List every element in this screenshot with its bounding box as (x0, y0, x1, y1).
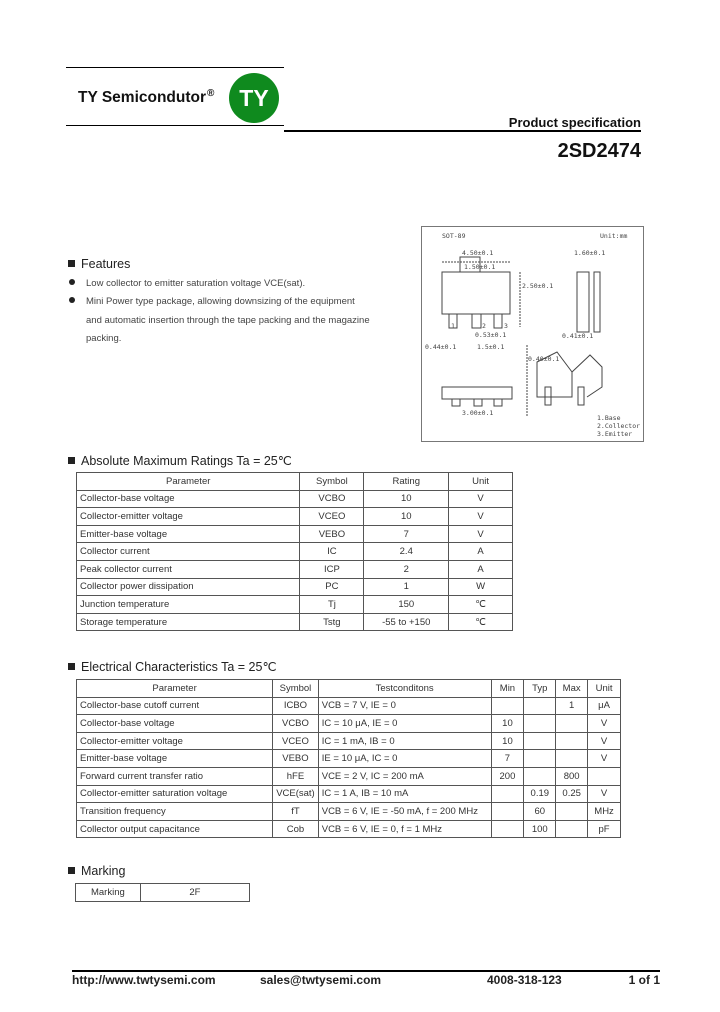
symbol-cell: Tstg (300, 613, 364, 631)
dim-label: 0.44±0.1 (425, 343, 457, 351)
unit-cell: A (449, 560, 513, 578)
table-row (77, 543, 513, 561)
param-cell: Emitter-base voltage (77, 750, 273, 768)
symbol-cell: VCE(sat) (273, 785, 319, 803)
dim-label: 1.5±0.1 (477, 343, 505, 351)
symbol-cell: VEBO (300, 525, 364, 543)
header-cell: Min (491, 680, 524, 698)
param-cell: Collector-base voltage (77, 490, 300, 508)
min-cell (491, 803, 524, 821)
bullet-dot-icon (69, 279, 75, 285)
footer-phone: 4008-318-123 (487, 973, 562, 987)
header-cell: Testconditons (318, 680, 491, 698)
abs-max-heading: Absolute Maximum Ratings Ta = 25℃ (68, 453, 292, 468)
rating-cell: 1 (364, 578, 449, 596)
table-row (77, 613, 513, 631)
unit-cell: MHz (588, 803, 621, 821)
pin-label: 1 (451, 322, 455, 330)
company-name: TY Semicondutor® (78, 88, 215, 107)
typ-cell (524, 715, 556, 733)
header-cell: Symbol (273, 680, 319, 698)
unit-cell: V (588, 732, 621, 750)
unit-cell: W (449, 578, 513, 596)
param-cell: Collector-base cutoff current (77, 697, 273, 715)
max-cell: 0.25 (556, 785, 588, 803)
max-cell (556, 732, 588, 750)
footer-email[interactable]: sales@twtysemi.com (260, 973, 382, 987)
typ-cell (524, 750, 556, 768)
feature-item: Low collector to emitter saturation voltage VCE(sat). (69, 278, 305, 289)
table-row (77, 820, 621, 838)
marking-value: 2F (140, 884, 249, 902)
typ-cell: 60 (524, 803, 556, 821)
table-row (77, 578, 513, 596)
pin-label: 2 (482, 322, 486, 330)
feature-item: Mini Power type package, allowing downsizing of the equipment (69, 296, 355, 307)
elec-heading: Electrical Characteristics Ta = 25℃ (68, 659, 276, 674)
table-row (77, 596, 513, 614)
table-row (77, 560, 513, 578)
param-cell: Emitter-base voltage (77, 525, 300, 543)
symbol-cell: VCBO (273, 715, 319, 733)
max-cell (556, 803, 588, 821)
min-cell: 7 (491, 750, 524, 768)
min-cell (491, 697, 524, 715)
symbol-cell: VCBO (300, 490, 364, 508)
unit-cell: ℃ (449, 613, 513, 631)
condition-cell: VCB = 6 V, IE = -50 mA, f = 200 MHz (318, 803, 491, 821)
typ-cell (524, 767, 556, 785)
min-cell (491, 820, 524, 838)
unit-cell: V (588, 785, 621, 803)
table-row (76, 884, 250, 902)
header-cell: Max (556, 680, 588, 698)
header-rule-main (284, 130, 641, 132)
package-outline-svg (422, 227, 643, 441)
bullet-square-icon (68, 457, 75, 464)
table-row (77, 750, 621, 768)
table-header-row (77, 473, 513, 491)
table-row (77, 732, 621, 750)
doc-type: Product specification (508, 115, 641, 130)
symbol-cell: IC (300, 543, 364, 561)
dim-label: 1.60±0.1 (574, 249, 606, 257)
bullet-square-icon (68, 663, 75, 670)
max-cell (556, 750, 588, 768)
symbol-cell: PC (300, 578, 364, 596)
min-cell (491, 785, 524, 803)
typ-cell: 100 (524, 820, 556, 838)
marking-table (75, 883, 250, 902)
param-cell: Storage temperature (77, 613, 300, 631)
feature-item-cont: packing. (86, 333, 122, 344)
min-cell: 10 (491, 715, 524, 733)
param-cell: Collector output capacitance (77, 820, 273, 838)
condition-cell: IC = 1 A, IB = 10 mA (318, 785, 491, 803)
symbol-cell: ICBO (273, 697, 319, 715)
unit-cell: V (588, 715, 621, 733)
max-cell (556, 820, 588, 838)
footer-rule (72, 970, 660, 972)
header-rule-top (66, 67, 284, 68)
header-cell: Unit (449, 473, 513, 491)
marking-label: Marking (76, 884, 141, 902)
condition-cell: VCB = 6 V, IE = 0, f = 1 MHz (318, 820, 491, 838)
param-cell: Collector-emitter voltage (77, 732, 273, 750)
typ-cell (524, 732, 556, 750)
pin-legend: 2.Collector (597, 422, 641, 430)
header-cell: Parameter (77, 680, 273, 698)
header-cell: Typ (524, 680, 556, 698)
typ-cell: 0.19 (524, 785, 556, 803)
company-logo: TY (229, 73, 279, 123)
table-row (77, 785, 621, 803)
condition-cell: VCE = 2 V, IC = 200 mA (318, 767, 491, 785)
footer-page: 1 of 1 (628, 973, 660, 987)
max-cell: 800 (556, 767, 588, 785)
symbol-cell: VCEO (273, 732, 319, 750)
bullet-square-icon (68, 260, 75, 267)
rating-cell: -55 to +150 (364, 613, 449, 631)
rating-cell: 150 (364, 596, 449, 614)
features-heading: Features (68, 257, 130, 271)
unit-cell: ℃ (449, 596, 513, 614)
unit-cell (588, 767, 621, 785)
unit-cell: V (449, 508, 513, 526)
param-cell: Junction temperature (77, 596, 300, 614)
unit-cell: V (449, 490, 513, 508)
pin-legend: 3.Emitter (597, 430, 633, 438)
symbol-cell: hFE (273, 767, 319, 785)
pin-label: 3 (504, 322, 508, 330)
table-row (77, 767, 621, 785)
table-row (77, 490, 513, 508)
header-cell: Unit (588, 680, 621, 698)
symbol-cell: Cob (273, 820, 319, 838)
bullet-square-icon (68, 867, 75, 874)
param-cell: Transition frequency (77, 803, 273, 821)
symbol-cell: Tj (300, 596, 364, 614)
max-cell (556, 715, 588, 733)
symbol-cell: ICP (300, 560, 364, 578)
feature-item-cont: and automatic insertion through the tape packing and the magazine (86, 315, 370, 326)
typ-cell (524, 697, 556, 715)
header-cell: Rating (364, 473, 449, 491)
rating-cell: 10 (364, 508, 449, 526)
unit-cell: A (449, 543, 513, 561)
footer-website[interactable]: http://www.twtysemi.com (72, 973, 216, 987)
marking-heading: Marking (68, 864, 125, 878)
table-row (77, 803, 621, 821)
symbol-cell: VEBO (273, 750, 319, 768)
rating-cell: 2.4 (364, 543, 449, 561)
param-cell: Forward current transfer ratio (77, 767, 273, 785)
condition-cell: IC = 1 mA, IB = 0 (318, 732, 491, 750)
table-row (77, 697, 621, 715)
unit-cell: V (449, 525, 513, 543)
dim-label: 4.50±0.1 (462, 249, 494, 257)
dim-label: 2.50±0.1 (522, 282, 554, 290)
dim-label: 0.40±0.1 (528, 355, 560, 363)
package-name: SOT-89 (442, 232, 466, 240)
elec-table (76, 679, 621, 838)
min-cell: 10 (491, 732, 524, 750)
dim-label: 3.00±0.1 (462, 409, 494, 417)
package-drawing (421, 226, 644, 442)
table-row (77, 525, 513, 543)
table-row (77, 508, 513, 526)
dim-label: 0.41±0.1 (562, 332, 594, 340)
pin-legend: 1.Base (597, 414, 621, 422)
symbol-cell: fT (273, 803, 319, 821)
header-rule-left (66, 125, 284, 126)
param-cell: Collector-emitter voltage (77, 508, 300, 526)
param-cell: Collector power dissipation (77, 578, 300, 596)
param-cell: Collector-emitter saturation voltage (77, 785, 273, 803)
header-cell: Symbol (300, 473, 364, 491)
abs-max-table (76, 472, 513, 631)
min-cell: 200 (491, 767, 524, 785)
rating-cell: 7 (364, 525, 449, 543)
param-cell: Peak collector current (77, 560, 300, 578)
condition-cell: IC = 10 μA, IE = 0 (318, 715, 491, 733)
unit-cell: V (588, 750, 621, 768)
param-cell: Collector-base voltage (77, 715, 273, 733)
rating-cell: 2 (364, 560, 449, 578)
unit-cell: pF (588, 820, 621, 838)
registered-mark: ® (207, 88, 215, 99)
bullet-dot-icon (69, 297, 75, 303)
package-unit: Unit:mm (600, 232, 628, 240)
dim-label: 0.53±0.1 (475, 331, 507, 339)
unit-cell: μA (588, 697, 621, 715)
symbol-cell: VCEO (300, 508, 364, 526)
table-row (77, 715, 621, 733)
max-cell: 1 (556, 697, 588, 715)
table-header-row (77, 680, 621, 698)
header-cell: Parameter (77, 473, 300, 491)
rating-cell: 10 (364, 490, 449, 508)
condition-cell: IE = 10 μA, IC = 0 (318, 750, 491, 768)
condition-cell: VCB = 7 V, IE = 0 (318, 697, 491, 715)
part-number: 2SD2474 (557, 140, 641, 162)
param-cell: Collector current (77, 543, 300, 561)
dim-label: 1.50±0.1 (464, 263, 496, 271)
